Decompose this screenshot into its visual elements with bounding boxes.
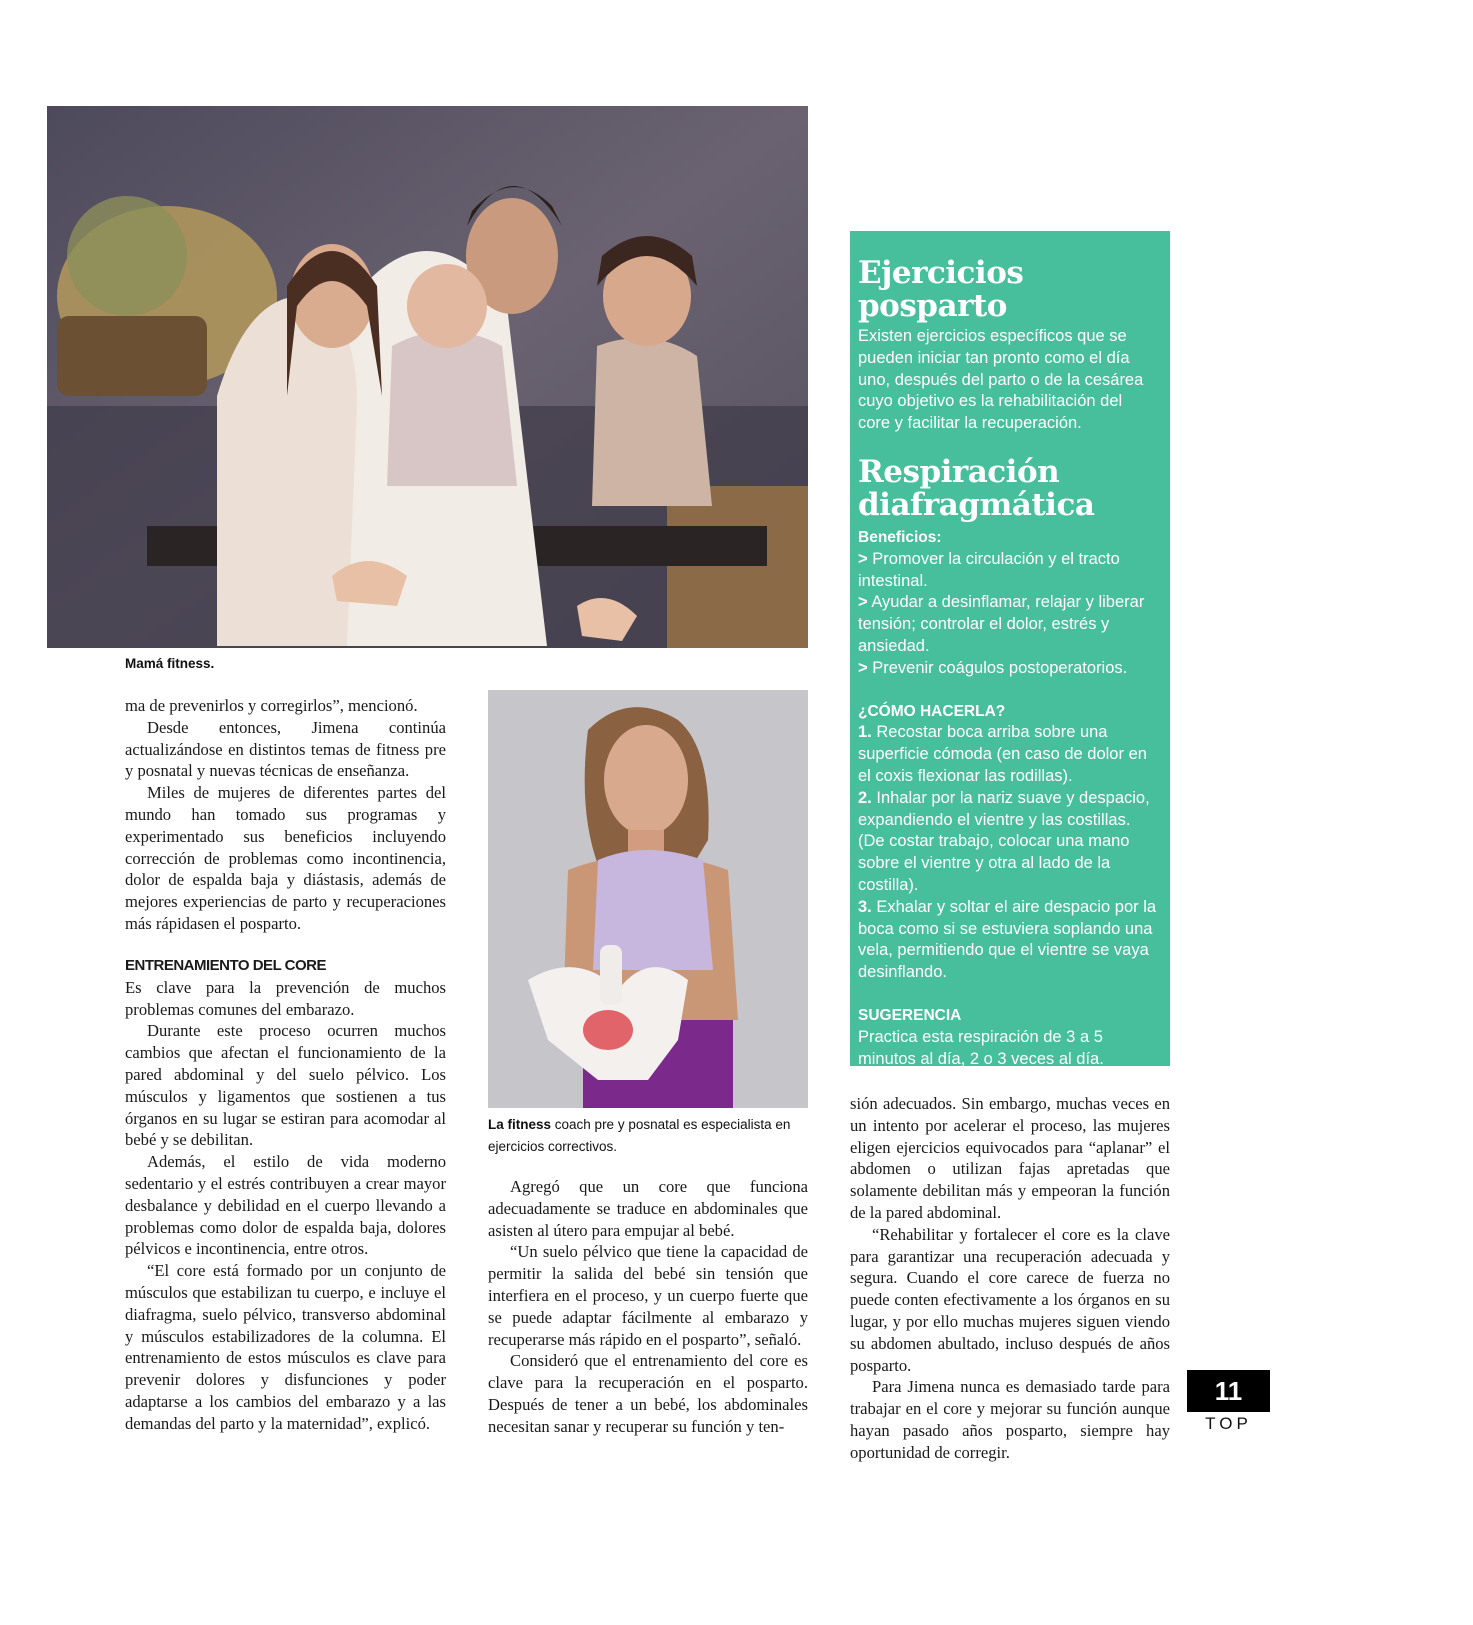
step-item: 2. Inhalar por la nariz suave y despacio, expandiendo el vientre y las costillas. (De costar trabajo, colocar una mano sobre el vientre y otra al lado de la costilla). [858,788,1150,894]
family-photo-caption: Mamá fitness. [125,656,215,671]
family-photo [47,106,808,648]
section-label: TOP [1205,1414,1252,1433]
article-column-2 [488,1176,808,1438]
benefit-item: > Ayudar a desinflamar, relajar y liberar tensión; controlar el dolor, estrés y ansiedad. [858,593,1145,655]
paragraph: “Rehabilitar y fortalecer el core es la clave para garantizar una recuperación adecuada y segura. Cuando el core carece de fuerza no puede conten efectivamente a los órganos en su lugar, y por ello muchas mujeres siguen viendo su abdomen abultado, incluso después de años posparto. [850,1224,1170,1375]
sidebar-subtitle: Respiración diafragmática [858,453,1095,523]
section-heading: ENTRENAMIENTO DEL CORE [125,956,326,974]
article-column-1 [125,695,446,1435]
paragraph: Es clave para la prevención de muchos problemas comunes del embarazo. [125,977,446,1019]
benefit-item: > Promover la circulación y el tracto intestinal. [858,549,1120,590]
benefits-label: Beneficios: [858,528,942,546]
sidebar-box [850,231,1170,1066]
step-item: 1. Recostar boca arriba sobre una superficie cómoda (en caso de dolor en el coxis flexionar las rodillas). [858,723,1147,785]
suggestion-label: SUGERENCIA [858,1006,962,1024]
paragraph: Para Jimena nunca es demasiado tarde para trabajar en el core y mejorar su función aunque hayan pasado años posparto, siempre hay oportunidad de corregir. [850,1377,1170,1462]
paragraph: Miles de mujeres de diferentes partes del mundo han tomado sus programas y experimentado sus beneficios incluyendo corrección de problemas como incontinencia, dolor de espalda baja y diástasis, además de mejores experiencias de parto y recuperaciones más rápidasen el posparto. [125,783,446,933]
sidebar-title: Ejercicios posparto [858,255,1024,324]
sidebar-intro: Existen ejercicios específicos que se pueden iniciar tan pronto como el día uno, después del parto o de la cesárea cuyo objetivo es la rehabilitación del core y facilitar la recuperación. [858,327,1144,433]
paragraph: ma de prevenirlos y corregirlos”, mencionó. [125,696,418,715]
paragraph: Agregó que un core que funciona adecuadamente se traduce en abdominales que asisten al útero para empujar al bebé. [488,1177,808,1240]
suggestion-text: Practica esta respiración de 3 a 5 minutos al día, 2 o 3 veces al día. [858,1027,1104,1068]
paragraph: Desde entonces, Jimena continúa actualizándose en distintos temas de fitness pre y posnatal y nuevas técnicas de enseñanza. [125,717,446,781]
paragraph: Además, el estilo de vida moderno sedentario y el estrés contribuyen a crear mayor desbalance y debilidad en el cuerpo llevando a problemas como dolor de espalda baja, dolores pélvicos e incontinencia, entre otros. [125,1152,446,1259]
benefit-item: > Prevenir coágulos postoperatorios. [858,658,1128,677]
how-to-label: ¿CÓMO HACERLA? [858,702,1006,720]
page-number: 11 [1187,1370,1270,1412]
coach-photo-caption: La fitness coach pre y posnatal es especialista en ejercicios correctivos. [488,1117,791,1154]
paragraph: sión adecuados. Sin embargo, muchas veces en un intento por acelerar el proceso, las mujeres eligen ejercicios equivocados para “aplanar” el abdomen o utilizan fajas apretadas que solamente debilitan más y empeoran la función de la pared abdominal. [850,1094,1170,1222]
step-item: 3. Exhalar y soltar el aire despacio por la boca como si se estuviera soplando una vela, permitiendo que el vientre se vaya desinflando. [858,897,1157,982]
article-column-3 [850,1093,1170,1464]
paragraph: “El core está formado por un conjunto de músculos que estabilizan tu cuerpo, e incluye el diafragma, suelo pélvico, transverso abdominal y músculos estabilizadores de la columna. El entrenamiento de estos músculos es clave para prevenir dolores y disfunciones y poder adaptarse a los cambios del embarazo y a las demandas del parto y la maternidad”, explicó. [125,1261,446,1433]
paragraph: Durante este proceso ocurren muchos cambios que afectan el funcionamiento de la pared abdominal y del suelo pélvico. Los músculos y ligamentos que sostienen a tus órganos en su lugar se estiran para acomodar al bebé y se debilitan. [125,1021,446,1150]
coach-photo [488,690,808,1108]
paragraph: “Un suelo pélvico que tiene la capacidad de permitir la salida del bebé sin tensión que interfiera en el proceso, y un cuerpo fuerte que se puede adaptar fácilmente al embarazo y recuperarse más rápido en el posparto”, señaló. [488,1242,808,1349]
paragraph: Consideró que el entrenamiento del core es clave para la recuperación en el posparto. Después de tener a un bebé, los abdominales necesitan sanar y recuperar su función y ten- [488,1351,808,1436]
